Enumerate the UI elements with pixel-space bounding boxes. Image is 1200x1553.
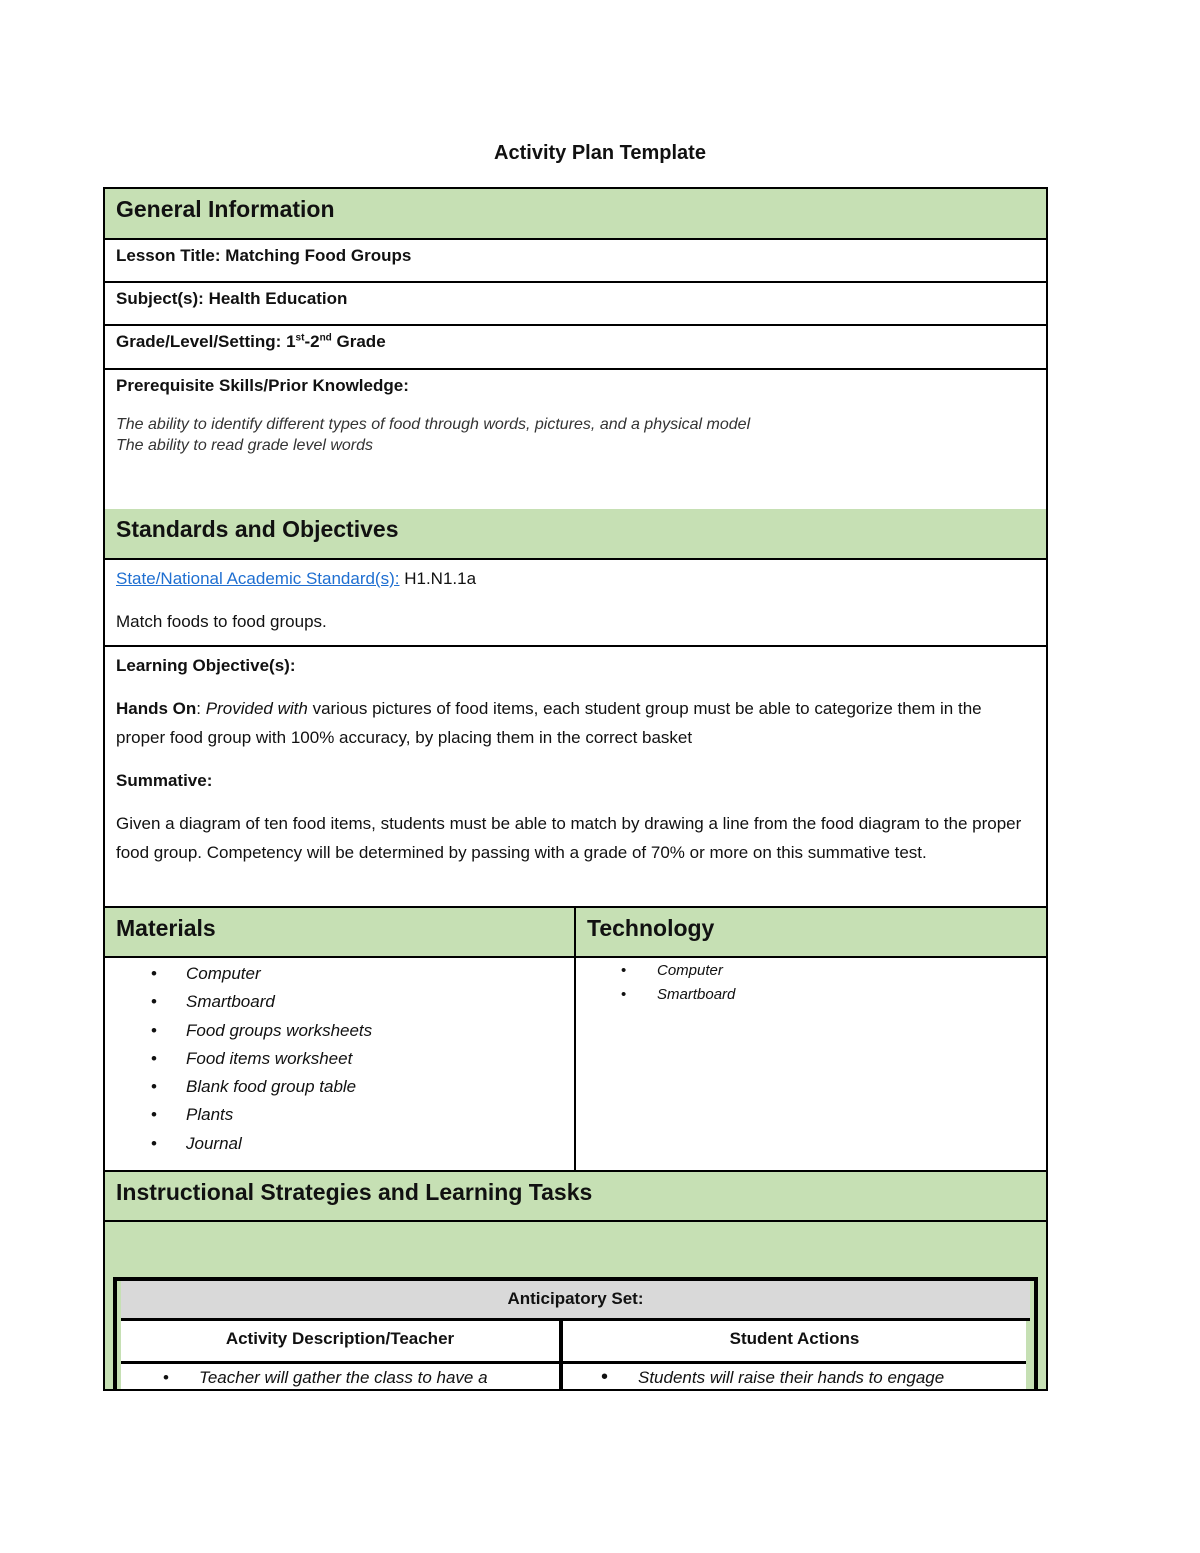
summative-text: Given a diagram of ten food items, students must be able to match by drawing a line from the food diagram to the proper food group. Competency will be determined by passing with a grade of 70% or more on this summative test. [116,814,1022,862]
technology-list-cell [576,958,1046,1170]
student-action-cell [563,1364,1026,1391]
anticipatory-set-label: Anticipatory Set: [121,1281,1030,1321]
standards-row [105,560,1046,647]
objectives-label: Learning Objective(s): [116,656,296,675]
materials-item: • Journal [151,1133,242,1153]
anticipatory-set-table [113,1277,1038,1391]
technology-list [576,958,1046,1007]
subject-value: Health Education [208,289,348,308]
lesson-title-row [105,240,1046,283]
materials-heading: Materials [105,908,576,956]
materials-technology-list-row [105,958,1046,1172]
standard-link[interactable]: State/National Academic Standard(s): [116,569,400,588]
bullet: • [601,1366,609,1388]
materials-item: • Food items worksheet [151,1048,353,1068]
materials-item: • Plants [151,1105,234,1125]
lesson-title-label: Lesson Title: [116,246,221,265]
student-column-header: Student Actions [563,1321,1026,1364]
standards-heading: Standards and Objectives [105,509,1046,560]
technology-item: • Smartboard [621,986,736,1003]
materials-item: • Smartboard [151,992,275,1012]
prerequisite-line: The ability to identify different types of food through words, pictures, and a physical model [116,416,751,433]
hands-on-text: Hands On: Provided with various pictures of food items, each student group must be able to categorize them in the proper food group with 100% accuracy, by placing them in the correct basket [116,699,982,747]
teacher-activity-cell [121,1364,563,1391]
grade-value: 1st-2nd Grade [286,332,386,351]
materials-item: • Food groups worksheets [151,1020,373,1040]
prerequisite-line: The ability to read grade level words [116,437,374,454]
materials-item: • Computer [151,964,261,983]
prerequisite-text [116,414,1046,456]
teacher-column-header: Activity Description/Teacher [121,1321,563,1364]
document-title: Activity Plan Template [494,142,706,164]
bullet: • [163,1368,169,1387]
standard-text: Match foods to food groups. [116,612,327,631]
lesson-title-value: Matching Food Groups [225,246,412,265]
materials-technology-heading-row [105,908,1046,958]
grade-row [105,326,1046,370]
activity-plan-table [103,187,1048,1391]
teacher-activity-text: Teacher will gather the class to have a [199,1368,488,1387]
prerequisite-label: Prerequisite Skills/Prior Knowledge: [116,376,409,395]
subject-label: Subject(s): [116,289,204,308]
summative-label: Summative: [116,771,213,790]
student-action-text: Students will raise their hands to engage [638,1368,945,1387]
materials-list [105,958,574,1158]
standard-code: H1.N1.1a [404,569,477,588]
objectives-row [105,647,1046,908]
prerequisite-row [105,370,1046,511]
technology-item: • Computer [621,962,723,979]
subject-row [105,283,1046,326]
general-info-heading: General Information [105,189,1046,240]
materials-item: • Blank food group table [151,1077,357,1097]
materials-list-cell [105,958,576,1170]
strategies-heading: Instructional Strategies and Learning Tasks [105,1172,1046,1222]
technology-heading: Technology [587,915,715,941]
grade-label: Grade/Level/Setting: [116,332,282,351]
